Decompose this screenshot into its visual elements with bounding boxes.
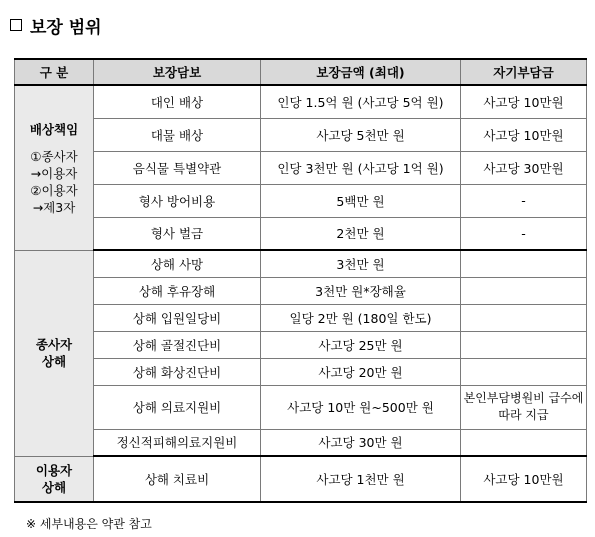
- row-deductible: [461, 331, 587, 358]
- group-worker-line2: 상해: [41, 354, 67, 369]
- table-row: [15, 304, 587, 331]
- table-row: [15, 217, 587, 250]
- row-deductible: [461, 304, 587, 331]
- row-item: 정신적피해의료지원비: [94, 429, 261, 456]
- row-amount: 3천만 원*장해율: [261, 277, 461, 304]
- row-amount: 3천만 원: [261, 250, 461, 277]
- header-category: 구 분: [15, 59, 94, 85]
- table-row: [15, 85, 587, 118]
- group-worker-line1: 종사자: [35, 337, 73, 352]
- section-title: [10, 10, 102, 40]
- row-deductible: 사고당 10만원: [461, 118, 587, 151]
- header-deductible: 자기부담금: [461, 59, 587, 85]
- row-item: 형사 벌금: [94, 217, 261, 250]
- row-amount: 사고당 1천만 원: [261, 456, 461, 502]
- row-amount: 일당 2만 원 (180일 한도): [261, 304, 461, 331]
- row-deductible: [461, 358, 587, 385]
- group-liability-sub1: ①종사자: [30, 148, 78, 164]
- group-user: [15, 456, 94, 502]
- row-item: 음식물 특별약관: [94, 151, 261, 184]
- row-deductible: 사고당 30만원: [461, 151, 587, 184]
- row-deductible: 사고당 10만원: [461, 85, 587, 118]
- group-liability-sub4: →제3자: [32, 199, 76, 215]
- table-row: [15, 429, 587, 456]
- row-item: 상해 의료지원비: [94, 385, 261, 429]
- table-row: [15, 331, 587, 358]
- row-amount: 사고당 10만 원~500만 원: [261, 385, 461, 429]
- row-item: 상해 골절진단비: [94, 331, 261, 358]
- row-deductible: -: [461, 184, 587, 217]
- row-amount: 사고당 30만 원: [261, 429, 461, 456]
- group-worker: [15, 250, 94, 456]
- row-amount: 사고당 5천만 원: [261, 118, 461, 151]
- row-amount: 2천만 원: [261, 217, 461, 250]
- checkbox-square-icon: [10, 19, 22, 31]
- table-row: [15, 151, 587, 184]
- row-item: 상해 후유장해: [94, 277, 261, 304]
- table-row: [15, 385, 587, 429]
- table-row: [15, 277, 587, 304]
- table-row: [15, 250, 587, 277]
- row-item: 형사 방어비용: [94, 184, 261, 217]
- row-deductible: -: [461, 217, 587, 250]
- header-coverage-amount: 보장금액 (최대): [261, 59, 461, 85]
- row-amount: 사고당 25만 원: [261, 331, 461, 358]
- row-item: 상해 화상진단비: [94, 358, 261, 385]
- header-coverage-item: 보장담보: [94, 59, 261, 85]
- group-liability-sub2: →이용자: [30, 165, 78, 181]
- row-item: 대인 배상: [94, 85, 261, 118]
- row-amount: 인당 3천만 원 (사고당 1억 원): [261, 151, 461, 184]
- row-deductible: 사고당 10만원: [461, 456, 587, 502]
- row-amount: 인당 1.5억 원 (사고당 5억 원): [261, 85, 461, 118]
- row-deductible: [461, 250, 587, 277]
- table-header-row: [15, 59, 587, 85]
- group-liability-label: 배상책임: [29, 121, 79, 137]
- group-user-line2: 상해: [41, 479, 67, 495]
- row-deductible: [461, 429, 587, 456]
- row-item: 상해 치료비: [94, 456, 261, 502]
- row-item: 상해 사망: [94, 250, 261, 277]
- table-row: [15, 118, 587, 151]
- row-deductible: 본인부담병원비 급수에 따라 지급: [461, 385, 587, 429]
- group-liability: [15, 85, 94, 250]
- row-item: 대물 배상: [94, 118, 261, 151]
- footnote: ※ 세부내용은 약관 참고: [26, 517, 152, 531]
- row-amount: 5백만 원: [261, 184, 461, 217]
- coverage-table: [14, 58, 587, 503]
- row-deductible: [461, 277, 587, 304]
- table-row: [15, 456, 587, 502]
- table-row: [15, 184, 587, 217]
- row-amount: 사고당 20만 원: [261, 358, 461, 385]
- group-user-line1: 이용자: [35, 462, 73, 478]
- row-item: 상해 입원일당비: [94, 304, 261, 331]
- group-liability-sub3: ②이용자: [30, 182, 78, 198]
- section-title-text: 보장 범위: [30, 17, 102, 38]
- table-row: [15, 358, 587, 385]
